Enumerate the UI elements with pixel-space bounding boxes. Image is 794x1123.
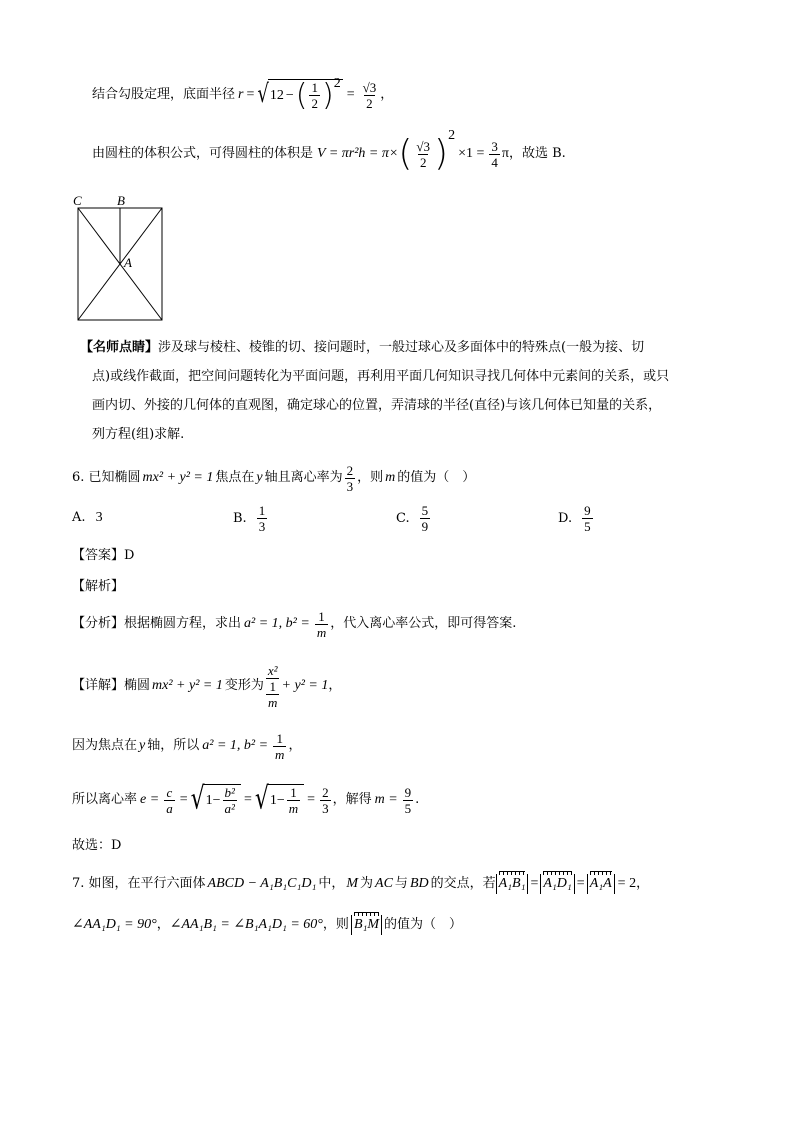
- tip-line-1: 【名师点睛】涉及球与棱柱、棱锥的切、接问题时，一般过球心及多面体中的特殊点(一般为接、切: [80, 340, 645, 355]
- radical-icon: √: [190, 781, 205, 817]
- cross-section-figure: [70, 190, 190, 330]
- volume-line: 由圆柱的体积公式，可得圆柱的体积是 V = πr²h = π× ( $\frac{√3}{2}$ ) 2 ×1 = $\frac{3}{4}$ π ，故选 B.: [92, 128, 566, 174]
- label-c: C: [73, 193, 82, 208]
- tip-line-4: 列方程(组)求解.: [92, 427, 185, 442]
- label-b: B: [117, 193, 125, 208]
- option-b[interactable]: B. $\frac{1}{3}$: [233, 502, 266, 534]
- fenxi-line: 【分析】 根据椭圆方程，求出 a² = 1, b² = $\frac{1}{m}$ ，代入离心率公式，即可得答案.: [72, 608, 517, 640]
- radical-icon: √: [257, 79, 269, 109]
- volume-text: 由圆柱的体积公式，可得圆柱的体积是: [92, 146, 314, 161]
- radius-line: 结合勾股定理，底面半径 r = √ 1 2 − ( $\frac{1}{2}$ ) 2 = $\frac{√3}{2}$ ，: [92, 76, 394, 113]
- nested-fraction: $\frac{\text{x²}}{\frac{1}{m}}$: [267, 662, 278, 710]
- question-7-line-2: ∠AA₁D₁ = 90° ， ∠AA₁B₁ = ∠B₁A₁D₁ = 60° ，则 B₁M 的值为（ ）: [72, 912, 462, 938]
- sqrt-expression: √ 1 2 − ( $\frac{1}{2}$ ) 2: [257, 76, 341, 113]
- eq-sign: =: [246, 87, 255, 102]
- tip-line-3: 画内切、外接的几何体的直观图，确定球心的位置，弄清球的半径(直径)与该几何体已知量的关系，: [92, 398, 662, 413]
- option-c[interactable]: C. $\frac{5}{9}$: [396, 502, 429, 534]
- analysis-heading: 【解析】: [72, 579, 125, 594]
- tip-line-2: 点)或线作截面，把空间问题转化为平面问题，再利用平面几何知识寻找几何体中元素间的关系，或只: [92, 369, 670, 384]
- result-fraction: $\frac{√3}{2}$: [362, 79, 377, 111]
- label-a: A: [124, 255, 132, 270]
- question-6: 6. 已知椭圆 mx² + y² = 1 焦点在 y 轴且离心率为 $\frac{2}{3}$ ，则 m 的值为（ ）: [72, 462, 476, 494]
- option-d[interactable]: D. $\frac{9}{5}$: [558, 502, 591, 534]
- eccentricity-line: 所以离心率 e = $\frac{c}{a}$ = √ 1− $\frac{\text{b²}}{\text{a²}}$ = √ 1− $\frac{1}{m}$ = $\frac{2}{3}$ ，解得 m = $\frac{9}{5}$ .: [72, 781, 420, 817]
- xiangjie-line: 【详解】 椭圆 mx² + y² = 1 变形为 $\frac{\text{x²}}{\frac{1}{m}}$ + y² = 1 ，: [72, 662, 342, 710]
- radius-text: 结合勾股定理，底面半径: [92, 87, 236, 102]
- question-7-line-1: 7. 如图，在平行六面体 ABCD − A₁B₁C₁D₁ 中， M 为 AC 与 BD 的交点，若 A₁B₁ = A₁D₁ = A₁A = 2 ，: [72, 871, 649, 897]
- answer-line: 【答案】D: [72, 548, 135, 563]
- tip-heading: 【名师点睛】: [80, 340, 159, 355]
- focus-line: 因为焦点在 y 轴，所以 a² = 1, b² = $\frac{1}{m}$ ，: [72, 730, 302, 762]
- r-symbol: r: [238, 87, 244, 102]
- radical-icon: √: [254, 781, 269, 817]
- choose-line: 故选：D: [72, 838, 122, 853]
- option-a[interactable]: A. 3: [72, 510, 103, 525]
